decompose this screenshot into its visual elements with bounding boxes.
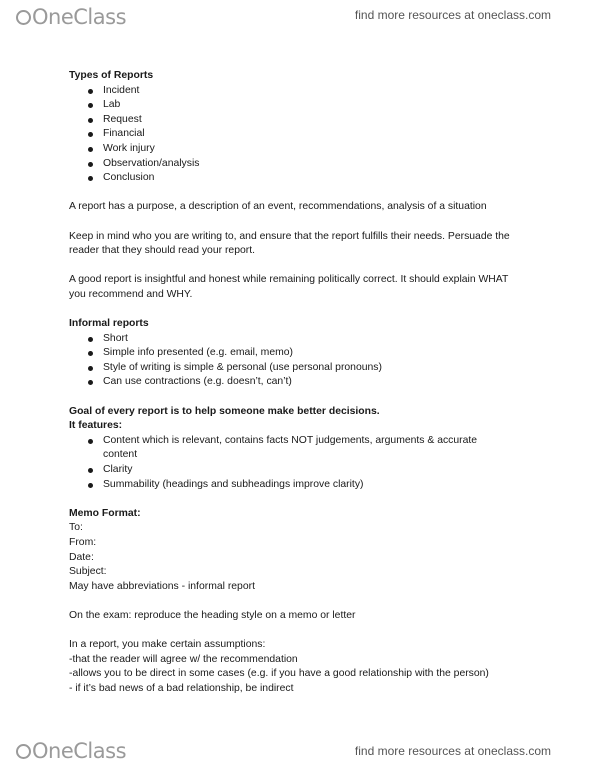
features-list	[69, 434, 539, 492]
memo-line: From:	[69, 537, 97, 548]
list-item: Style of writing is simple & personal (use personal pronouns)	[69, 361, 539, 376]
oneclass-logo[interactable]	[16, 5, 126, 29]
paragraph-good-report-line1: A good report is insightful and honest while remaining politically correct. It should explain WHAT	[69, 274, 509, 286]
paragraph-audience-line2: reader that they should read your report.	[69, 245, 255, 257]
header-tagline-link[interactable]: find more resources at oneclass.com	[354, 8, 551, 22]
logo-ring-icon	[16, 744, 31, 759]
list-item: Lab	[69, 98, 539, 113]
list-item: Conclusion	[69, 171, 539, 186]
oneclass-logo-footer[interactable]	[16, 739, 126, 763]
features-heading: It features:	[69, 420, 123, 432]
informal-list	[69, 332, 539, 390]
assumption-line: In a report, you make certain assumptions:	[69, 639, 266, 651]
list-item: Summability (headings and subheadings improve clarity)	[69, 478, 539, 493]
memo-heading: Memo Format:	[69, 507, 141, 519]
list-item: Work injury	[69, 142, 539, 157]
memo-line: Subject:	[69, 566, 107, 578]
list-item: Clarity	[69, 463, 539, 478]
goal-heading: Goal of every report is to help someone make better decisions.	[69, 405, 380, 417]
list-item: Request	[69, 113, 539, 128]
list-item: Short	[69, 332, 539, 347]
assumption-line: -allows you to be direct in some cases (e.g. if you have a good relationship with the person)	[69, 668, 489, 680]
paragraph-good-report-line2: you recommend and WHY.	[69, 288, 193, 300]
paragraph-purpose: A report has a purpose, a description of an event, recommendations, analysis of a situation	[69, 201, 487, 213]
informal-heading: Informal reports	[69, 318, 149, 330]
logo-text: OneClass	[32, 739, 127, 763]
exam-note: On the exam: reproduce the heading style on a memo or letter	[69, 609, 356, 621]
list-item: Content which is relevant, contains facts NOT judgements, arguments & accurate content	[69, 434, 483, 463]
list-item: Simple info presented (e.g. email, memo)	[69, 346, 539, 361]
logo-text: OneClass	[32, 5, 127, 29]
assumption-line: -that the reader will agree w/ the recommendation	[69, 653, 298, 665]
list-item: Can use contractions (e.g. doesn’t, can’t)	[69, 375, 539, 390]
memo-line: Date:	[69, 551, 94, 563]
types-heading: Types of Reports	[69, 70, 154, 81]
types-list	[69, 84, 539, 186]
paragraph-audience-line1: Keep in mind who you are writing to, and ensure that the report fulfills their needs. Persuade the	[69, 230, 510, 242]
assumption-line: - if it’s bad news of a bad relationship, be indirect	[69, 682, 294, 694]
footer-tagline-link[interactable]: find more resources at oneclass.com	[354, 744, 551, 758]
list-item: Observation/analysis	[69, 157, 539, 172]
list-item: Financial	[69, 127, 539, 142]
memo-line: To:	[69, 522, 83, 534]
logo-ring-icon	[16, 10, 31, 25]
list-item: Incident	[69, 84, 539, 99]
memo-line: May have abbreviations - informal report	[69, 580, 255, 592]
document-body	[69, 69, 539, 697]
